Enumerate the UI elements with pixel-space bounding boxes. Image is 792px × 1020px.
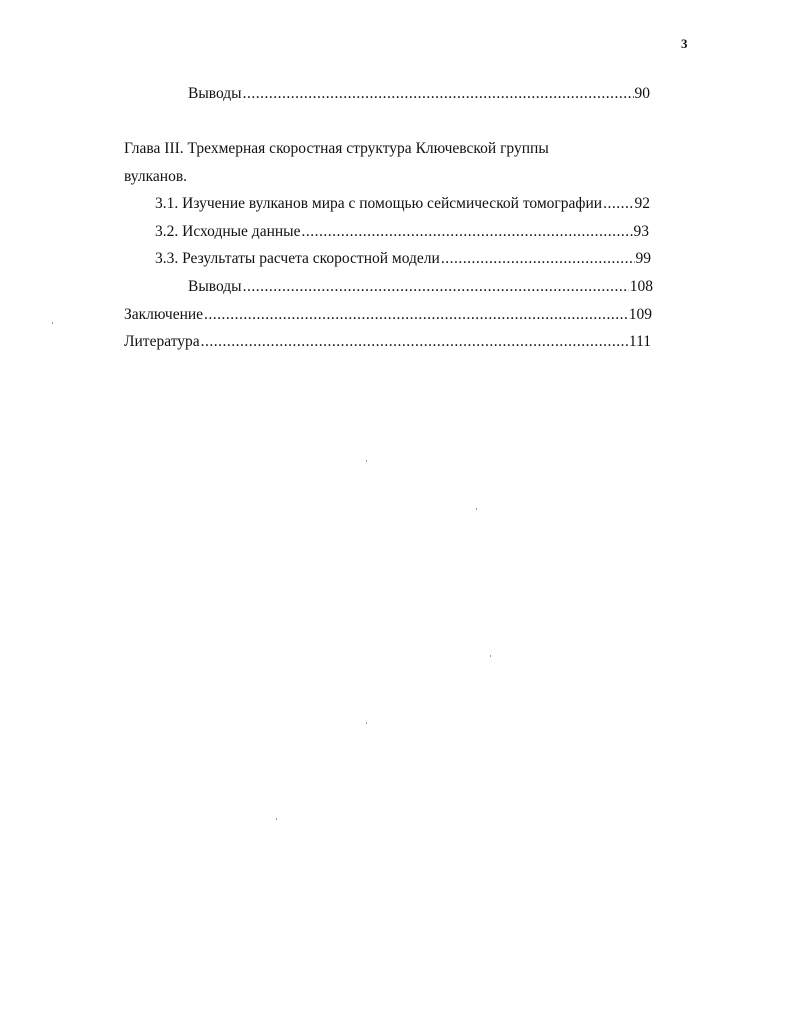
toc-entry-vyvody-1 <box>188 84 650 104</box>
chapter-3-heading-line-2: вулканов. <box>124 168 188 185</box>
toc-entry-page: 93 <box>633 223 649 240</box>
toc-entry-page: 108 <box>629 278 653 295</box>
toc-entry-3-3 <box>155 249 651 269</box>
toc-entry-title: Литература <box>124 333 200 350</box>
dot-leader <box>204 305 628 325</box>
toc-entry-vyvody-2 <box>188 277 653 297</box>
toc-entry-conclusion <box>124 305 652 325</box>
scan-speck <box>52 322 53 324</box>
dot-leader <box>441 249 635 269</box>
toc-entry-title: Выводы <box>188 278 242 295</box>
toc-entry-title: Заключение <box>124 306 204 323</box>
dot-leader <box>243 84 634 104</box>
page-number: 3 <box>681 36 688 51</box>
scan-speck <box>476 508 477 510</box>
dot-leader <box>603 194 633 214</box>
scan-speck <box>366 722 367 724</box>
toc-entry-title: 3.2. Исходные данные <box>155 223 301 240</box>
toc-entry-title: Выводы <box>188 85 242 102</box>
toc-entry-page: 111 <box>628 333 651 350</box>
dot-leader <box>201 332 628 352</box>
toc-entry-literature <box>124 332 651 352</box>
toc-entry-page: 92 <box>634 195 650 212</box>
toc-entry-title: 3.3. Результаты расчета скоростной модели <box>155 250 440 267</box>
toc-entry-page: 90 <box>634 85 650 102</box>
scan-speck <box>490 655 491 657</box>
scan-speck <box>366 460 367 462</box>
toc-entry-page: 109 <box>628 306 652 323</box>
toc-entry-title: 3.1. Изучение вулканов мира с помощью сейсмической томографии <box>155 195 603 212</box>
toc-entry-3-2 <box>155 222 649 242</box>
chapter-3-heading-line-1: Глава III. Трехмерная скоростная структура Ключевской группы <box>124 140 549 157</box>
dot-leader <box>243 277 629 297</box>
dot-leader <box>301 222 632 242</box>
toc-entry-page: 99 <box>635 250 651 267</box>
toc-entry-3-1 <box>155 194 650 214</box>
scan-speck <box>276 818 277 820</box>
